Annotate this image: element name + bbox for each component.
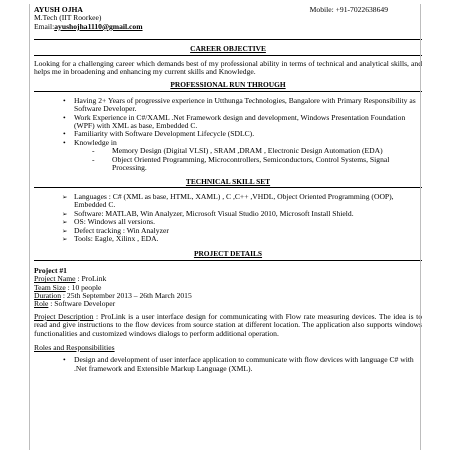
mobile-number: Mobile: +91-7022638649 — [309, 5, 388, 14]
list-item: • Design and development of user interface application to communicate with flow devices with language C# with .Net framework and Extensible Markup Language (XML). — [74, 356, 422, 373]
team-size-label: Team Size — [34, 282, 66, 292]
header-divider — [34, 39, 422, 40]
technical-list — [34, 193, 422, 243]
duration-label: Duration — [34, 290, 61, 300]
project-description-text: : ProLink is a user interface design for communicating with Flow rate measuring devices. The idea is to read and give instructions to the flow devices from source station at different location. The application also supports windows functionalities and customized windows dialogs to perform additional operation. — [34, 311, 422, 338]
duration-value: : 25th September 2013 – 26th March 2015 — [62, 290, 192, 300]
project-description-label: Project Description — [34, 311, 94, 321]
list-item: • Having 2+ Years of progressive experience in Utthunga Technologies, Bangalore with Primary Responsibility as Software Developer. — [74, 97, 422, 114]
team-size-value: : 10 people — [67, 282, 102, 292]
sub-list-item: - Memory Design (Digital VLSI) , SRAM ,DRAM , Electronic Design Automation (EDA) — [112, 147, 422, 155]
degree: M.Tech (IIT Roorkee) — [34, 13, 102, 23]
knowledge-sublist — [74, 147, 422, 172]
section-title-professional: PROFESSIONAL RUN THROUGH — [34, 81, 422, 91]
section-title-projects: PROJECT DETAILS — [34, 250, 422, 260]
list-item: • Familiarity with Software Development Lifecycle (SDLC). — [74, 130, 422, 138]
list-item — [74, 139, 422, 173]
role-label: Role — [34, 299, 49, 309]
list-item: ➢ OS: Windows all versions. — [74, 218, 422, 226]
role-line — [34, 300, 422, 308]
email-label: Email: — [34, 21, 55, 31]
project-description — [34, 313, 422, 338]
roles-heading: Roles and Responsibilities — [34, 343, 115, 352]
list-item: ➢ Software: MATLAB, Win Analyzer, Microsoft Visual Studio 2010, Microsoft Install Shield. — [74, 210, 422, 218]
roles-list — [34, 356, 422, 373]
candidate-name: AYUSH OJHA — [34, 5, 83, 14]
list-item: ➢ Languages : C# (XML as base, HTML, XAML) , C ,C++ ,VHDL, Object Oriented Programming (OOP), Embedded C. — [74, 193, 422, 210]
professional-list — [34, 97, 422, 173]
list-item: • Work Experience in C#/XAML .Net Framework design and development, Windows Presentation Foundation (WPF) with XML as base, Embedded C. — [74, 114, 422, 131]
career-objective-text: Looking for a challenging career which demands best of my professional ability in terms of technical and analytical skills, and helps me in broadening and enhancing my current skills and Knowledge. — [34, 58, 422, 77]
email-line — [34, 23, 422, 31]
project-name-label: Project Name — [34, 274, 76, 284]
project-heading: Project #1 — [34, 265, 67, 275]
role-value: : Software Developer — [50, 299, 116, 309]
project-name-value: : ProLink — [77, 274, 107, 284]
list-item: ➢ Defect tracking : Win Analyzer — [74, 227, 422, 235]
email-link[interactable]: ayushojha1110@gmail.com — [54, 21, 143, 31]
list-item: ➢ Tools: Eagle, Xilinx , EDA. — [74, 235, 422, 243]
knowledge-label: Knowledge in — [74, 137, 117, 147]
sub-list-item: - Object Oriented Programming, Microcontrollers, Semiconductors, Control Systems, Signal Processing. — [112, 156, 422, 173]
section-title-career: CAREER OBJECTIVE — [34, 45, 422, 55]
section-title-technical: TECHNICAL SKILL SET — [34, 178, 422, 188]
